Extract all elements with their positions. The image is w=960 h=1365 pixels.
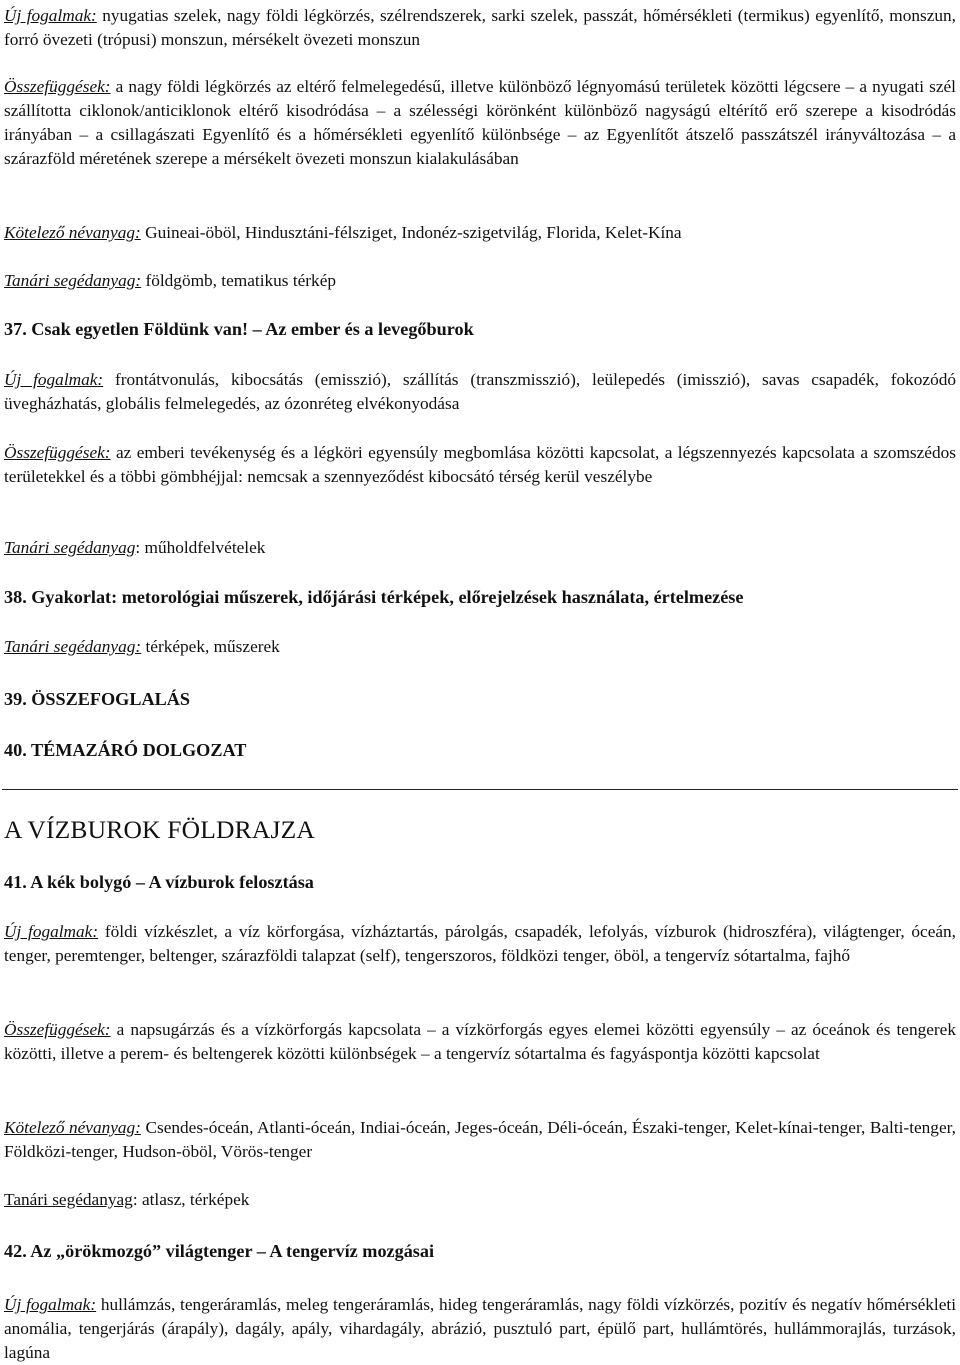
s38-teacher-materials-text: térképek, műszerek — [145, 637, 280, 656]
s37-new-concepts-label: Új fogalmak: — [4, 370, 104, 389]
s41-new-concepts-label: Új fogalmak: — [4, 922, 99, 941]
section-38-heading: 38. Gyakorlat: metorológiai műszerek, időjárási térképek, előrejelzések használata, értelmezése — [4, 587, 744, 607]
teacher-materials-text: földgömb, tematikus térkép — [145, 271, 337, 290]
s37-connections-text: az emberi tevékenység és a légköri egyensúly megbomlása közötti kapcsolat, a légszennyezés kapcsolata a szomszédos területekkel és a többi gömbhéjjal: nemcsak a szennyeződést kibocsátó térség kerül veszélybe — [4, 443, 956, 486]
connections-label: Összefüggések: — [4, 77, 111, 96]
teacher-materials-paragraph — [4, 269, 956, 293]
s38-teacher-materials-label: Tanári segédanyag: — [4, 637, 142, 656]
s42-new-concepts-paragraph — [4, 1293, 956, 1365]
section-37-heading: 37. Csak egyetlen Földünk van! – Az ember és a levegőburok — [4, 319, 474, 339]
chapter-title: A VÍZBUROK FÖLDRAJZA — [4, 815, 315, 844]
required-names-text: Guineai-öböl, Hindusztáni-félsziget, Indonéz-szigetvilág, Florida, Kelet-Kína — [145, 223, 682, 242]
s41-required-names-paragraph — [4, 1116, 956, 1164]
section-41-heading: 41. A kék bolygó – A vízburok felosztása — [4, 872, 314, 892]
section-39-heading: 39. ÖSSZEFOGLALÁS — [4, 689, 190, 709]
s41-connections-paragraph — [4, 1018, 956, 1066]
s42-new-concepts-label: Új fogalmak: — [4, 1295, 97, 1314]
s41-required-names-text: Csendes-óceán, Atlanti-óceán, Indiai-óceán, Jeges-óceán, Déli-óceán, Északi-tenger, Kelet-kínai-tenger, Balti-tenger, Földközi-tenger, Hudson-öböl, Vörös-tenger — [4, 1118, 956, 1161]
s37-teacher-materials-text: : műholdfelvételek — [135, 538, 266, 557]
section-42-heading: 42. Az „örökmozgó” világtenger – A tengervíz mozgásai — [4, 1241, 435, 1261]
s41-connections-label: Összefüggések: — [4, 1020, 111, 1039]
connections-paragraph — [4, 75, 956, 171]
s41-teacher-materials-paragraph — [4, 1188, 956, 1212]
s37-connections-label: Összefüggések: — [4, 443, 111, 462]
chapter-divider — [2, 789, 958, 790]
section-40-heading: 40. TÉMAZÁRÓ DOLGOZAT — [4, 740, 247, 760]
required-names-label: Kötelező névanyag: — [4, 223, 141, 242]
s38-teacher-materials-paragraph — [4, 635, 956, 659]
new-concepts-text: nyugatias szelek, nagy földi légkörzés, szélrendszerek, sarki szelek, passzát, hőmérsékleti (termikus) egyenlítő, monszun, forró övezeti (trópusi) monszun, mérsékelt övezeti monszun — [4, 6, 956, 49]
s41-teacher-materials-text: : atlasz, térképek — [132, 1190, 250, 1209]
s37-connections-paragraph — [4, 441, 956, 489]
required-names-paragraph — [4, 221, 956, 245]
teacher-materials-label: Tanári segédanyag: — [4, 271, 142, 290]
new-concepts-paragraph — [4, 4, 956, 52]
s37-new-concepts-paragraph — [4, 368, 956, 416]
connections-text: a nagy földi légkörzés az eltérő felmelegedésű, illetve különböző légnyomású területek közötti légcsere – a nyugati szél szállította ciklonok/anticiklonok eltérő kisodródása – a szélességi körönként különböző nagyságú eltérítő erő szerepe a kisodródás irányában – a csillagászati Egyenlítő és a hőmérsékleti egyenlítő különbsége – az Egyenlítőt átszelő passzátszél irányváltozása – a szárazföld méretének szerepe a mérsékelt övezeti monszun kialakulásában — [4, 77, 956, 168]
s37-new-concepts-text: frontátvonulás, kibocsátás (emisszió), szállítás (transzmisszió), leülepedés (imisszió), savas csapadék, fokozódó üvegházhatás, globális felmelegedés, az ózonréteg elvékonyodása — [4, 370, 956, 413]
s41-required-names-label: Kötelező névanyag: — [4, 1118, 141, 1137]
s41-connections-text: a napsugárzás és a vízkörforgás kapcsolata – a vízkörforgás egyes elemei közötti egyensúly – az óceánok és tengerek közötti, illetve a perem- és beltengerek közötti különbségek – a tengervíz sótartalma és fagyáspontja közötti kapcsolat — [4, 1020, 956, 1063]
new-concepts-label: Új fogalmak: — [4, 6, 97, 25]
s37-teacher-materials-paragraph — [4, 536, 956, 560]
s42-new-concepts-text: hullámzás, tengeráramlás, meleg tengeráramlás, hideg tengeráramlás, nagy földi vízkörzés, pozitív és negatív hőmérsékleti anomália, tengerjárás (árapály), dagály, apály, vihardagály, abrázió, pusztuló part, épülő part, hullámtörés, hullámmorajlás, turzások, lagúna — [4, 1295, 956, 1362]
s37-teacher-materials-label: Tanári segédanyag — [4, 538, 136, 557]
s41-new-concepts-paragraph — [4, 920, 956, 968]
s41-new-concepts-text: földi vízkészlet, a víz körforgása, vízháztartás, párolgás, csapadék, lefolyás, vízburok (hidroszféra), világtenger, óceán, tenger, peremtenger, beltenger, szárazföldi talapzat (self), tengerszoros, földközi tenger, öböl, a tengervíz sótartalma, fajhő — [4, 922, 957, 965]
s41-teacher-materials-label: Tanári segédanyag — [4, 1190, 133, 1209]
